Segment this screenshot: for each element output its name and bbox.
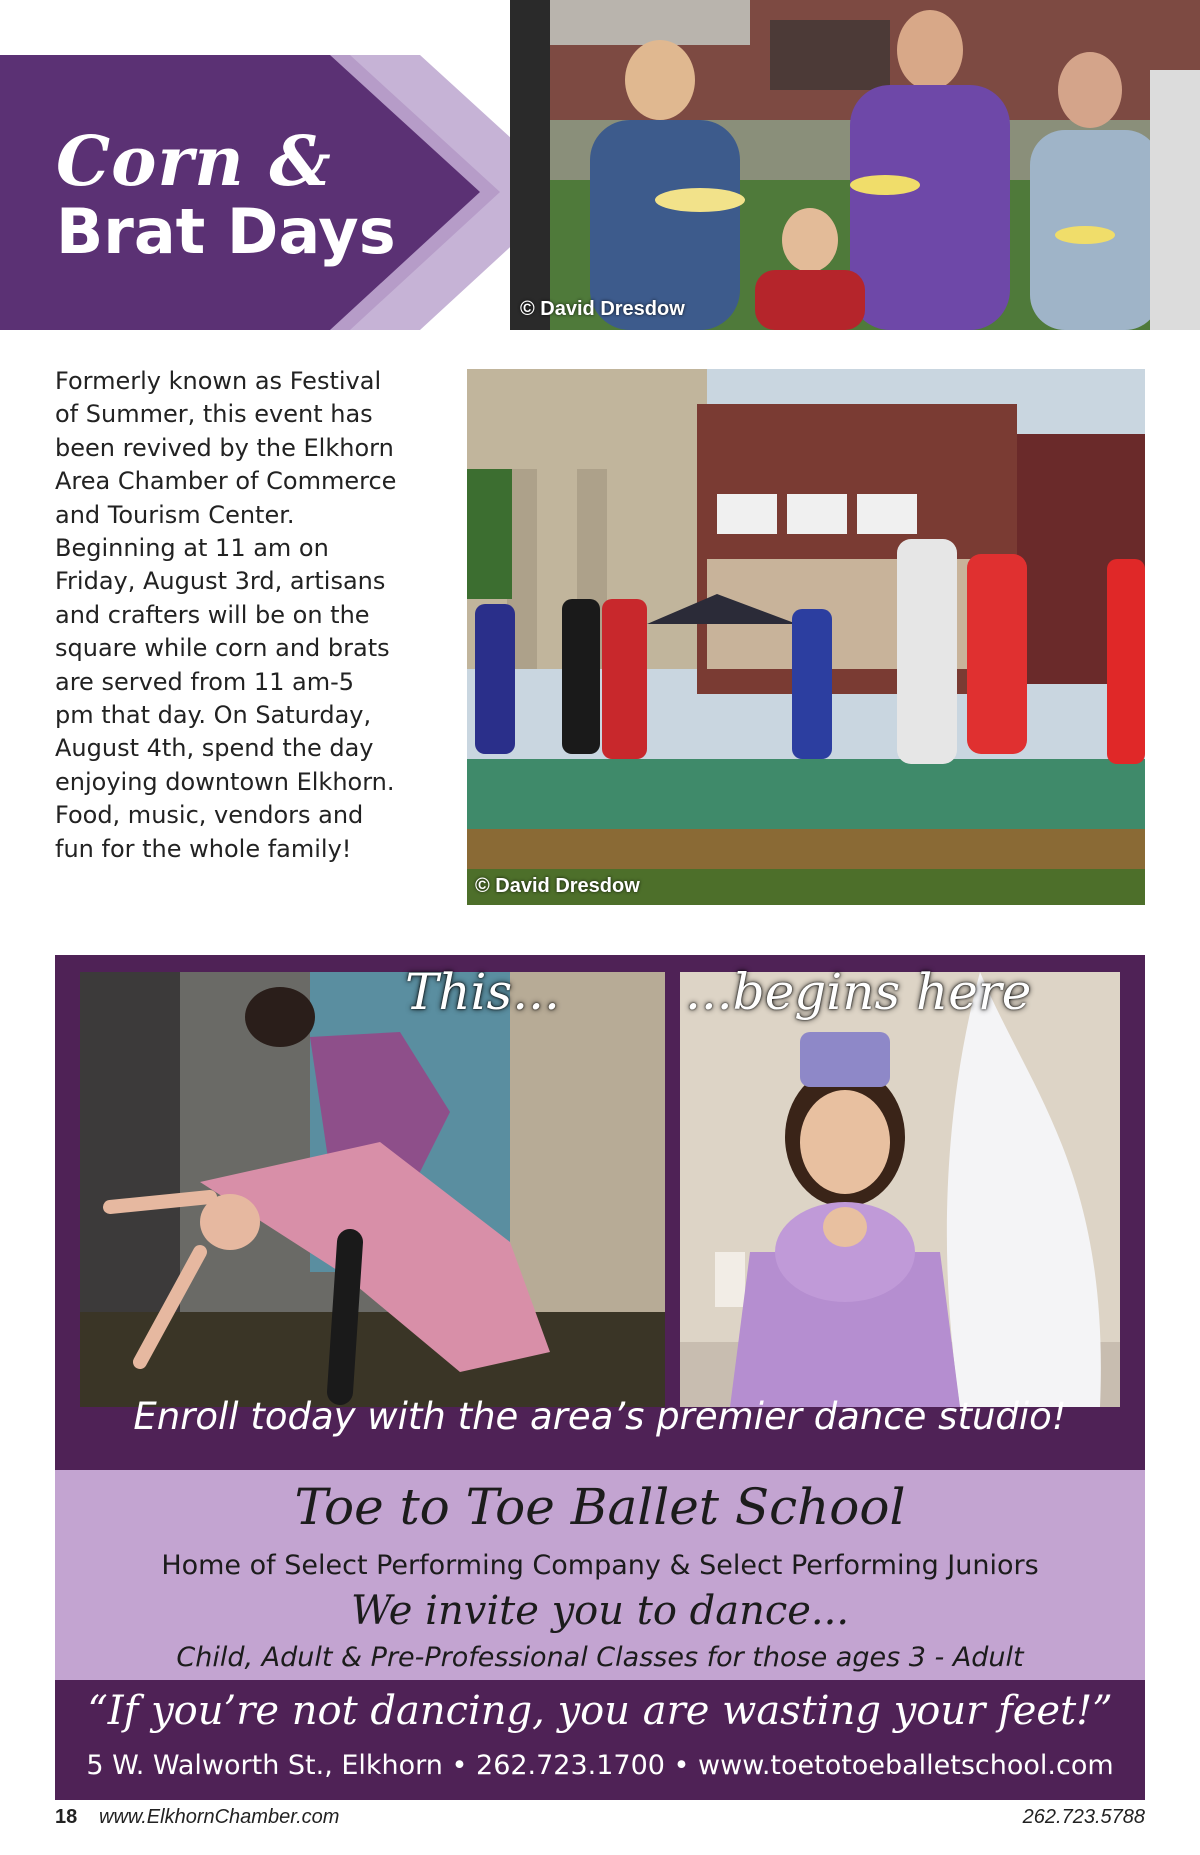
- ad-invite: We invite you to dance...: [350, 1588, 850, 1634]
- ad-school-name: Toe to Toe Ballet School: [294, 1478, 906, 1536]
- article-body: [55, 365, 450, 866]
- article-line: Formerly known as Festival: [55, 367, 382, 395]
- ad-info-panel: [55, 1470, 1145, 1680]
- article-line: square while corn and brats: [55, 634, 390, 663]
- ad-right-photo: [680, 972, 1120, 1407]
- title-banner: [0, 55, 570, 330]
- page-number: 18: [55, 1806, 78, 1828]
- child-princess-photo-icon: [680, 972, 1120, 1407]
- article-line: Area Chamber of Commerce: [55, 467, 397, 496]
- article-line: Food, music, vendors and: [55, 801, 364, 830]
- martial-arts-stage-photo-icon: [467, 369, 1145, 905]
- top-photo: [510, 0, 1200, 330]
- article-line: and Tourism Center.: [55, 500, 295, 529]
- ad-classes: Child, Adult & Pre-Professional Classes for those ages 3 - Adult: [176, 1642, 1024, 1673]
- article-line: Friday, August 3rd, artisans: [55, 567, 386, 596]
- article-line: of Summer, this event has: [55, 400, 373, 429]
- dancers-photo-icon: [80, 972, 665, 1407]
- ad-headline-right: ...begins here: [685, 963, 1032, 1021]
- ad-left-photo: [80, 972, 665, 1407]
- article-line: pm that day. On Saturday,: [55, 701, 372, 730]
- article-line: and crafters will be on the: [55, 600, 370, 629]
- page-footer: [55, 1806, 1145, 1836]
- ad-address: 5 W. Walworth St., Elkhorn • 262.723.1700 • www.toetotoeballetschool.com: [86, 1750, 1114, 1781]
- article-line: enjoying downtown Elkhorn.: [55, 767, 395, 796]
- article-line: are served from 11 am-5: [55, 667, 355, 696]
- ad-headline-left: This...: [405, 963, 560, 1021]
- middle-photo-credit: © David Dresdow: [475, 875, 640, 897]
- middle-photo: [467, 369, 1145, 905]
- banner-title-line2: Brat Days: [56, 195, 396, 268]
- ad-enroll-text: Enroll today with the area’s premier dance studio!: [133, 1395, 1067, 1438]
- ballet-school-ad: [55, 955, 1145, 1800]
- article-line: been revived by the Elkhorn: [55, 433, 394, 462]
- footer-phone: 262.723.5788: [1022, 1806, 1145, 1828]
- footer-website: www.ElkhornChamber.com: [99, 1806, 340, 1828]
- banner-title-line1: Corn &: [56, 122, 332, 202]
- crowd-eating-corn-photo-icon: [510, 0, 1200, 330]
- article-line: August 4th, spend the day: [55, 734, 374, 763]
- ad-home-of: Home of Select Performing Company & Select Performing Juniors: [161, 1550, 1039, 1581]
- article-line: fun for the whole family!: [55, 834, 352, 863]
- article-line: Beginning at 11 am on: [55, 534, 329, 563]
- ad-quote: “If you’re not dancing, you are wasting your feet!”: [87, 1688, 1113, 1734]
- top-photo-credit: © David Dresdow: [520, 298, 685, 320]
